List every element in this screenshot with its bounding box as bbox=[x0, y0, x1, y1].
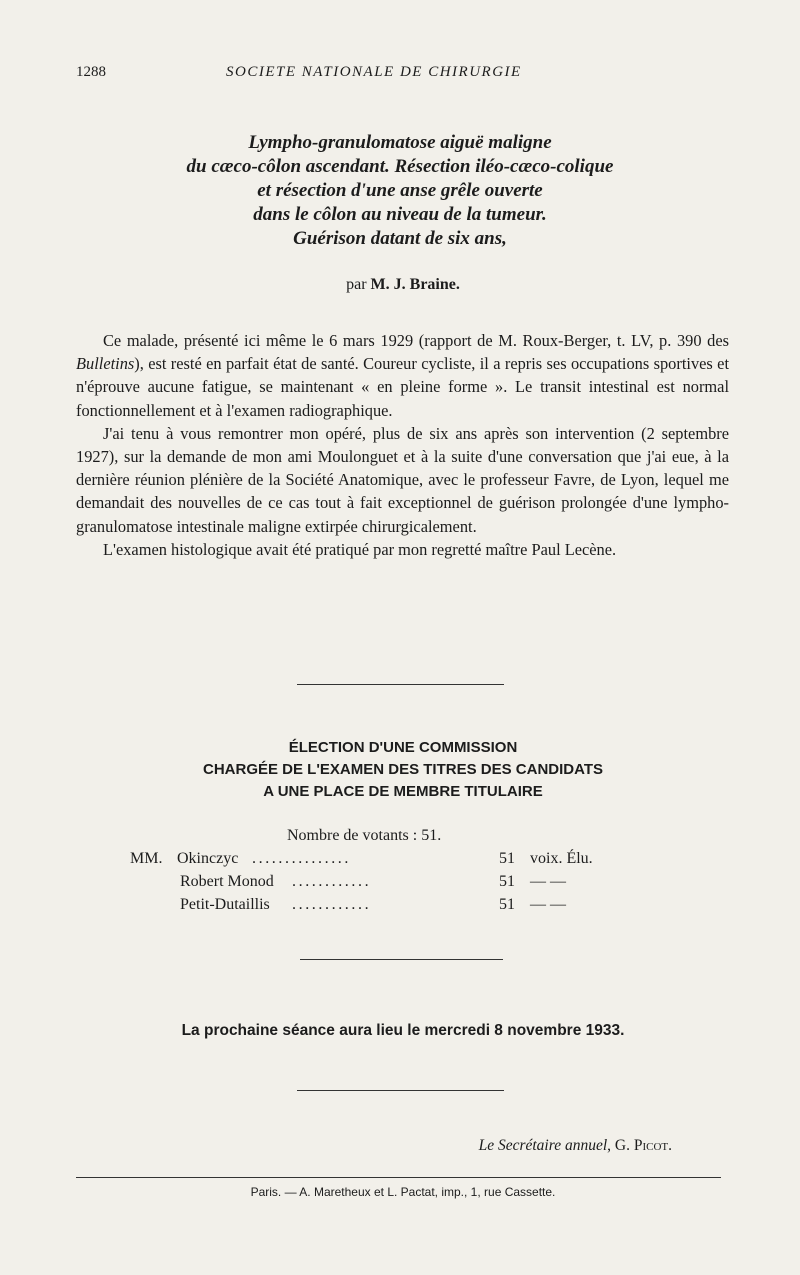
signature-name: G. Picot. bbox=[614, 1137, 672, 1154]
election-heading-line: A UNE PLACE DE MEMBRE TITULAIRE bbox=[263, 783, 543, 800]
leader-dots: ............ bbox=[292, 896, 372, 913]
vote-result: — — bbox=[530, 896, 566, 913]
vote-row bbox=[130, 893, 650, 916]
leader-dots: ............ bbox=[292, 873, 372, 890]
article-body bbox=[76, 329, 729, 561]
election-heading-line: CHARGÉE DE L'EXAMEN DES TITRES DES CANDIDATS bbox=[203, 761, 603, 778]
author-prefix: par bbox=[346, 276, 367, 293]
printer-imprint: Paris. — A. Maretheux et L. Pactat, imp., 1, rue Cassette. bbox=[250, 1185, 556, 1199]
vote-results bbox=[130, 824, 650, 916]
running-header bbox=[76, 64, 726, 86]
article-title bbox=[80, 131, 720, 251]
election-heading-line: ÉLECTION D'UNE COMMISSION bbox=[288, 739, 518, 756]
vote-result: — — bbox=[530, 873, 566, 890]
candidate-name: Petit-Dutaillis bbox=[180, 896, 270, 913]
footer-rule bbox=[76, 1177, 721, 1178]
signature bbox=[300, 1137, 672, 1155]
vote-prefix: MM. bbox=[130, 850, 163, 867]
journal-reference: Bulletins bbox=[76, 354, 135, 374]
vote-total: Nombre de votants : 51. bbox=[287, 827, 442, 844]
election-heading bbox=[76, 737, 730, 803]
vote-count: 51 bbox=[499, 873, 515, 890]
vote-total-row bbox=[130, 824, 650, 847]
title-line: Guérison datant de six ans, bbox=[293, 228, 507, 249]
signature-comma: , bbox=[607, 1137, 615, 1154]
journal-title: SOCIETE NATIONALE DE CHIRURGIE bbox=[226, 64, 522, 80]
leader-dots: ............... bbox=[252, 850, 351, 867]
candidate-name: Okinczyc bbox=[177, 850, 239, 867]
author-name: M. J. Braine. bbox=[370, 276, 460, 293]
author-line bbox=[76, 276, 730, 294]
candidate-name: Robert Monod bbox=[180, 873, 274, 890]
page-number: 1288 bbox=[76, 64, 106, 80]
section-divider bbox=[300, 959, 503, 960]
paragraph-text: ), est resté en parfait état de santé. Coureur cycliste, il a repris ses occupations sportives et n'éprouve aucune fatigue, se maintenant « en pleine forme ». Le transit intestinal est normal fonctionnellement et à l'examen radiographique. bbox=[76, 354, 729, 420]
paragraph: L'examen histologique avait été pratiqué par mon regretté maître Paul Lecène. bbox=[103, 539, 617, 559]
title-line: dans le côlon au niveau de la tumeur. bbox=[253, 204, 547, 225]
section-divider bbox=[297, 1090, 504, 1091]
vote-row bbox=[130, 847, 650, 870]
paragraph-text: Ce malade, présenté ici même le 6 mars 1929 (rapport de M. Roux-Berger, t. LV, p. 390 des bbox=[103, 331, 729, 350]
signature-role: Le Secrétaire annuel bbox=[478, 1137, 608, 1154]
vote-count: 51 bbox=[499, 850, 515, 867]
title-line: Lympho-granulomatose aiguë maligne bbox=[248, 132, 552, 153]
paragraph bbox=[76, 329, 729, 422]
section-divider bbox=[297, 684, 504, 685]
vote-result: voix. Élu. bbox=[530, 850, 593, 867]
vote-count: 51 bbox=[499, 896, 515, 913]
vote-row bbox=[130, 870, 650, 893]
title-line: du cæco-côlon ascendant. Résection iléo-cæco-colique bbox=[186, 156, 614, 177]
paragraph: J'ai tenu à vous remontrer mon opéré, plus de six ans après son intervention (2 septembre 1927), sur la demande de mon ami Moulonguet et à la suite d'une conversation que j'ai eue, à la dernière réunion plénière de la Société Anatomique, avec le professeur Favre, de Lyon, lequel me demandait des nouvelles de ce cas tout à fait exceptionnel de guérison prolongée d'une lympho-granulomatose intestinale maligne extirpée chirurgicalement. bbox=[76, 423, 729, 536]
title-line: et résection d'une anse grêle ouverte bbox=[257, 180, 543, 201]
next-session-notice: La prochaine séance aura lieu le mercredi 8 novembre 1933. bbox=[181, 1022, 625, 1039]
